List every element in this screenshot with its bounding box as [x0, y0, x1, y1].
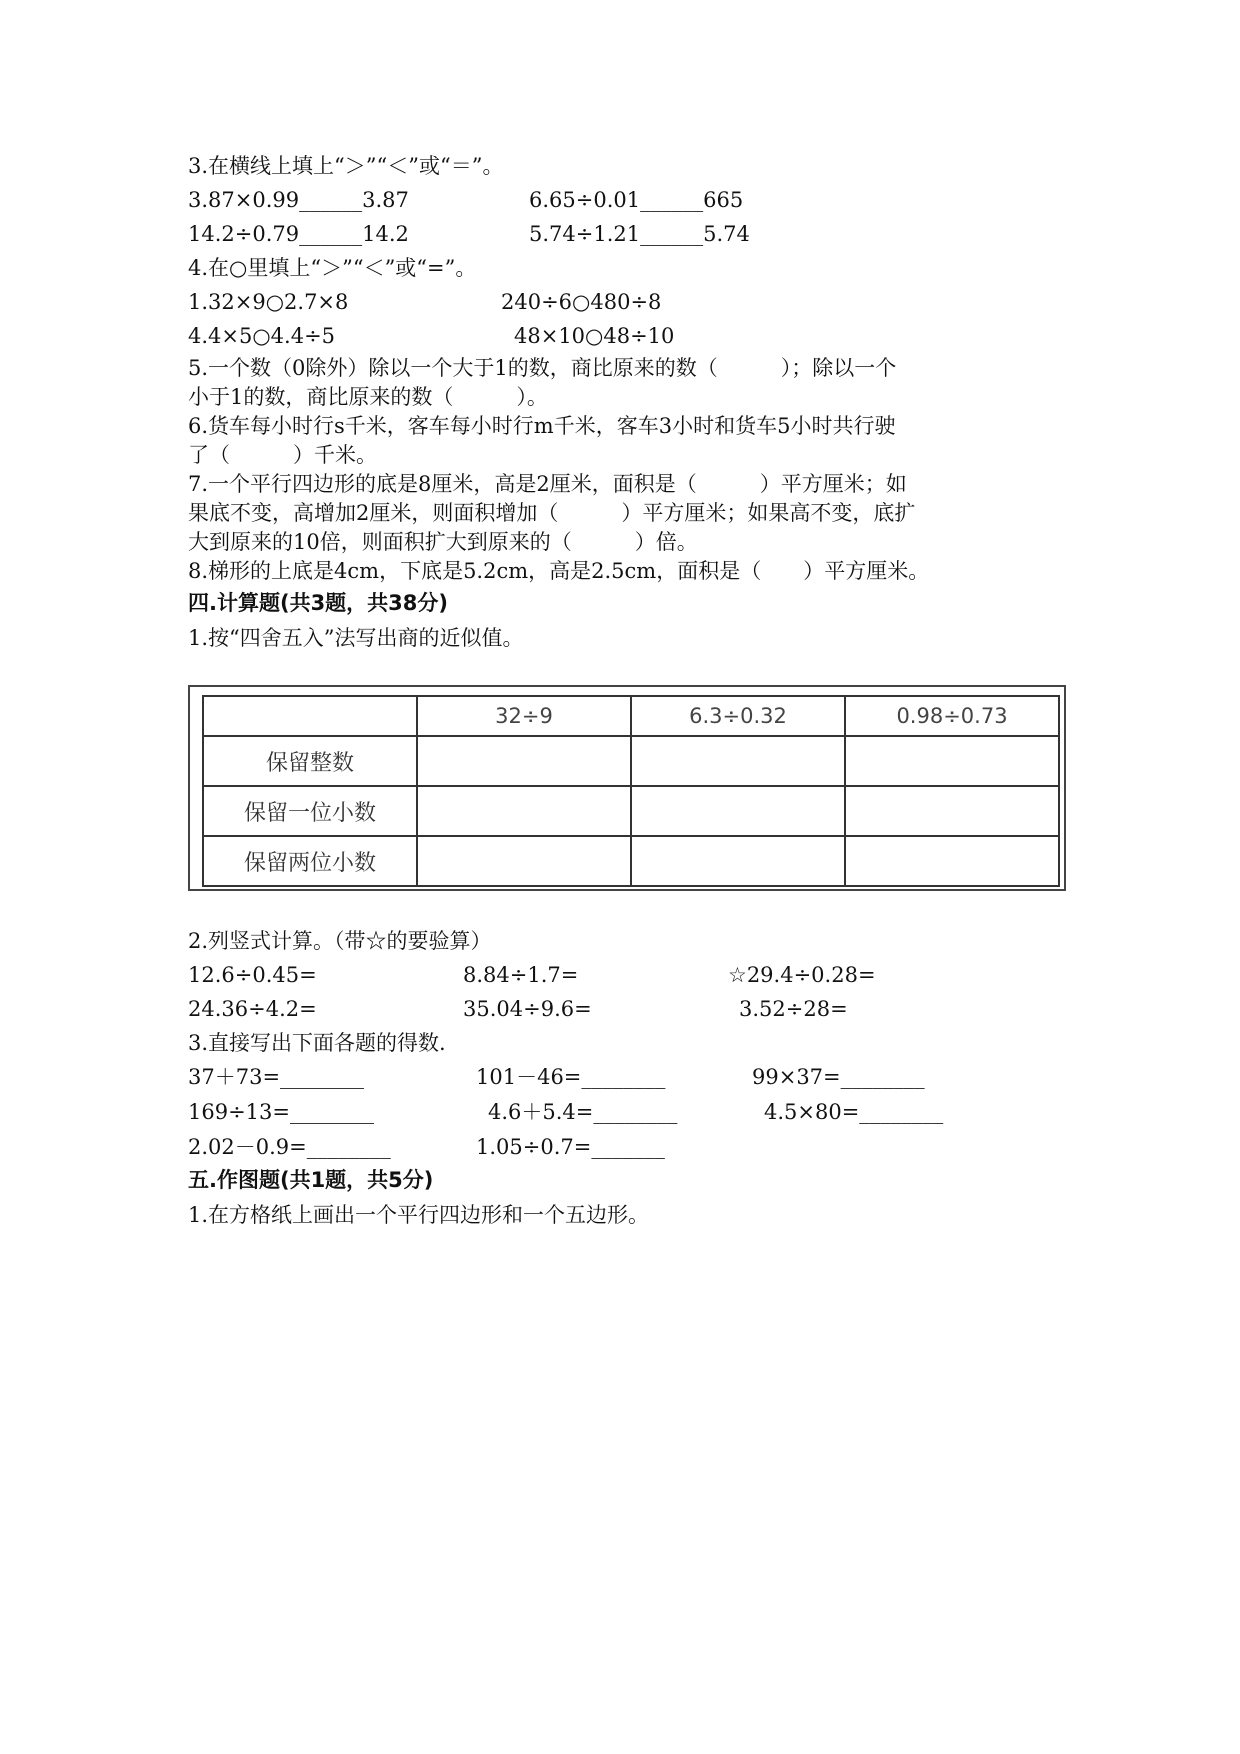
calc3-item-3: 99×37=________: [752, 1065, 925, 1089]
q6-line-1: 6.货车每小时行s千米，客车每小时行m千米，客车3小时和货车5小时共行驶: [188, 414, 896, 438]
table-header-cell: 32÷9: [417, 696, 631, 736]
q3-item-2: 6.65÷0.01______665: [529, 188, 744, 212]
q7-line-1: 7.一个平行四边形的底是8厘米，高是2厘米，面积是（ ）平方厘米；如: [188, 472, 907, 496]
answer-cell[interactable]: [417, 836, 631, 886]
q8-line-1: 8.梯形的上底是4cm，下底是5.2cm，高是2.5cm，面积是（ ）平方厘米。: [188, 559, 930, 583]
answer-cell[interactable]: [845, 836, 1059, 886]
approx-table: [202, 695, 1060, 887]
calc2-item-1: 12.6÷0.45=: [188, 963, 317, 987]
answer-cell[interactable]: [845, 736, 1059, 786]
q7-line-3: 大到原来的10倍，则面积扩大到原来的（ ）倍。: [188, 530, 698, 554]
q4-item-2: 240÷6○480÷8: [501, 290, 662, 314]
calc2-item-4: 24.36÷4.2=: [188, 997, 317, 1021]
table-header-cell: 6.3÷0.32: [631, 696, 845, 736]
table-row: [203, 836, 1059, 886]
table-header-row: [203, 696, 1059, 736]
calc3-item-4: 169÷13=________: [188, 1100, 374, 1124]
calc3-item-8: 1.05÷0.7=_______: [476, 1135, 665, 1159]
answer-cell[interactable]: [631, 786, 845, 836]
q4-item-1: 1.32×9○2.7×8: [188, 290, 349, 314]
answer-cell[interactable]: [417, 736, 631, 786]
table-row-label: 保留两位小数: [203, 836, 417, 886]
answer-cell[interactable]: [845, 786, 1059, 836]
table-row: [203, 736, 1059, 786]
q5-line-1: 5.一个数（0除外）除以一个大于1的数，商比原来的数（ ）；除以一个: [188, 356, 897, 380]
q3-title: 3.在横线上填上“＞”“＜”或“＝”。: [188, 154, 504, 178]
calc3-item-6: 4.5×80=________: [764, 1100, 944, 1124]
q3-item-3: 14.2÷0.79______14.2: [188, 222, 409, 246]
calc2-item-6: 3.52÷28=: [739, 997, 848, 1021]
table-row-label: 保留一位小数: [203, 786, 417, 836]
q4-item-4: 48×10○48÷10: [514, 324, 675, 348]
calc2-title: 2.列竖式计算。（带☆的要验算）: [188, 929, 492, 953]
section4-heading: 四.计算题(共3题，共38分): [188, 591, 449, 615]
q4-item-3: 4.4×5○4.4÷5: [188, 324, 336, 348]
draw1-title: 1.在方格纸上画出一个平行四边形和一个五边形。: [188, 1203, 650, 1227]
calc3-item-5: 4.6＋5.4=________: [488, 1100, 678, 1124]
answer-cell[interactable]: [631, 836, 845, 886]
q5-line-2: 小于1的数，商比原来的数（ ）。: [188, 385, 548, 409]
q6-line-2: 了（ ）千米。: [188, 443, 377, 467]
table-header-corner: [203, 696, 417, 736]
calc2-item-5: 35.04÷9.6=: [463, 997, 592, 1021]
answer-cell[interactable]: [417, 786, 631, 836]
q4-title: 4.在○里填上“＞”“＜”或“=”。: [188, 256, 477, 280]
calc3-item-1: 37＋73=________: [188, 1065, 365, 1089]
calc1-title: 1.按“四舍五入”法写出商的近似值。: [188, 626, 524, 650]
answer-cell[interactable]: [631, 736, 845, 786]
calc2-item-2: 8.84÷1.7=: [463, 963, 579, 987]
table-row-label: 保留整数: [203, 736, 417, 786]
q3-item-1: 3.87×0.99______3.87: [188, 188, 409, 212]
table-row: [203, 786, 1059, 836]
calc3-item-7: 2.02－0.9=________: [188, 1135, 391, 1159]
calc2-item-3: ☆29.4÷0.28=: [728, 963, 876, 987]
table-header-cell: 0.98÷0.73: [845, 696, 1059, 736]
calc3-item-2: 101－46=________: [476, 1065, 666, 1089]
calc3-title: 3.直接写出下面各题的得数.: [188, 1031, 446, 1055]
q3-item-4: 5.74÷1.21______5.74: [529, 222, 750, 246]
section5-heading: 五.作图题(共1题，共5分): [188, 1168, 434, 1192]
q7-line-2: 果底不变，高增加2厘米，则面积增加（ ）平方厘米；如果高不变，底扩: [188, 501, 916, 525]
